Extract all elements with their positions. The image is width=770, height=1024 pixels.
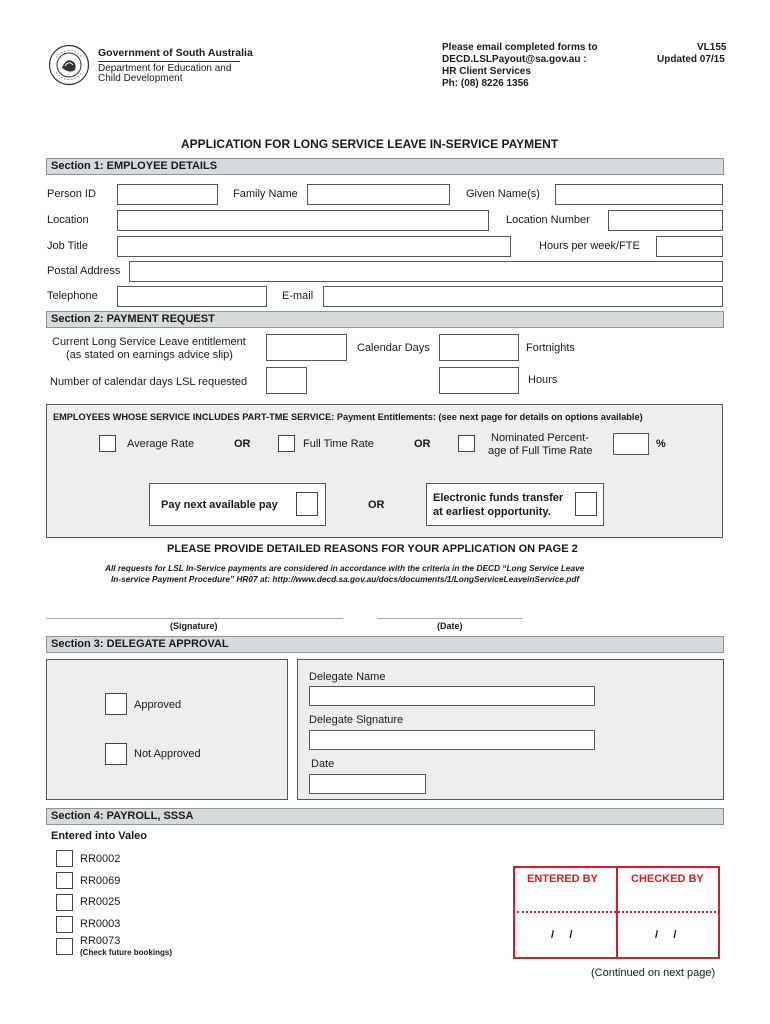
entitlement-fortnights-input[interactable] [439,334,519,361]
approved-label: Approved [134,699,182,711]
hours-label: Hours [528,374,558,386]
checked-by-date[interactable]: / / [655,929,677,941]
entitlement-label-line2: (as stated on earnings advice slip) [66,349,233,361]
delegate-name-label: Delegate Name [309,671,386,683]
email-line1: Please email completed forms to [442,42,598,53]
job-title-label: Job Title [47,240,88,252]
header-divider [98,61,240,62]
sa-government-logo [48,44,90,86]
parttime-panel [46,404,723,538]
email-address[interactable]: DECD.LSLPayout@sa.gov.au : [442,54,587,65]
dept-line2: Child Development [98,73,183,84]
full-time-rate-label: Full Time Rate [303,438,374,450]
person-id-label: Person ID [47,188,96,200]
delegate-date-input[interactable] [309,774,426,794]
pay-next-label: Pay next available pay [161,499,278,511]
location-number-label: Location Number [506,214,590,226]
hours-fte-input[interactable] [656,236,723,257]
not-approved-label: Not Approved [134,748,201,760]
or-label-2: OR [414,438,431,450]
days-requested-input[interactable] [266,367,307,394]
pay-next-checkbox[interactable] [296,492,318,516]
hours-fte-label: Hours per week/FTE [539,240,640,252]
family-name-label: Family Name [233,188,298,200]
full-time-rate-checkbox[interactable] [278,435,295,452]
nominated-line1: Nominated Percent- [491,432,589,444]
fortnights-label: Fortnights [526,342,575,354]
approved-checkbox[interactable] [105,693,127,715]
date-line[interactable] [378,618,523,619]
checked-by-label: CHECKED BY [631,873,704,885]
criteria-note-line2[interactable]: In-service Payment Procedure” HR07 at: http://www.decd.sa.gov.au/docs/documents/1/LongServiceLeaveinService.pdf [111,574,580,584]
dept-line1: Department for Education and [98,63,232,74]
not-approved-checkbox[interactable] [105,743,127,765]
rr0003-label: RR0003 [80,918,121,930]
parttime-heading: EMPLOYEES WHOSE SERVICE INCLUDES PART-TME SERVICE: Payment Entitlements: (see next page for details on options available) [53,412,643,422]
delegate-signature-label: Delegate Signature [309,714,404,726]
rr0025-checkbox[interactable] [56,894,73,911]
section4-header: Section 4: PAYROLL, SSSA [46,808,724,825]
nominated-percent-checkbox[interactable] [458,435,475,452]
gov-name: Government of South Australia [98,47,253,59]
entitlement-days-input[interactable] [266,334,347,361]
entered-by-label: ENTERED BY [527,873,598,885]
email-line3: HR Client Services [442,66,531,77]
nominated-percent-input[interactable] [613,433,649,455]
rr0069-checkbox[interactable] [56,872,73,889]
postal-address-label: Postal Address [47,265,121,277]
location-number-input[interactable] [608,210,723,231]
average-rate-checkbox[interactable] [99,435,116,452]
nominated-line2: age of Full Time Rate [488,445,593,457]
delegate-signature-input[interactable] [309,730,595,750]
average-rate-label: Average Rate [127,438,195,450]
or-label-3: OR [368,499,385,511]
stamp-dotted-line [517,911,716,913]
location-label: Location [47,214,89,226]
form-updated: Updated 07/15 [657,54,725,65]
days-requested-label: Number of calendar days LSL requested [50,376,248,388]
rr0069-label: RR0069 [80,875,121,887]
rr0002-checkbox[interactable] [56,850,73,867]
rr0003-checkbox[interactable] [56,916,73,933]
entered-by-date[interactable]: / / [551,929,573,941]
entered-into-valeo: Entered into Valeo [51,830,147,842]
section1-header: Section 1: EMPLOYEE DETAILS [46,158,724,175]
telephone-input[interactable] [117,286,267,307]
delegate-date-label: Date [311,758,335,770]
or-label-1: OR [234,438,251,450]
reasons-notice: PLEASE PROVIDE DETAILED REASONS FOR YOUR APPLICATION ON PAGE 2 [167,543,578,555]
eft-label-line2: at earliest opportunity. [433,506,551,518]
percent-sign: % [656,438,666,450]
email-phone: Ph: (08) 8226 1356 [442,78,529,89]
rr0002-label: RR0002 [80,853,121,865]
check-future-bookings: (Check future bookings) [80,948,173,957]
email-label: E-mail [282,290,314,302]
entitlement-label-line1: Current Long Service Leave entitlement [52,336,246,348]
date-caption: (Date) [437,621,463,631]
delegate-name-input[interactable] [309,686,595,706]
calendar-days-label: Calendar Days [357,342,430,354]
rr0073-label: RR0073 [80,935,121,947]
postal-address-input[interactable] [129,261,723,282]
page-title: APPLICATION FOR LONG SERVICE LEAVE IN-SERVICE PAYMENT [181,137,559,151]
continued-note: (Continued on next page) [591,967,716,979]
eft-label-line1: Electronic funds transfer [433,492,564,504]
job-title-input[interactable] [117,236,511,257]
person-id-input[interactable] [117,184,218,205]
eft-checkbox[interactable] [575,492,597,516]
location-input[interactable] [117,210,489,231]
hours-requested-input[interactable] [439,367,519,394]
section3-header: Section 3: DELEGATE APPROVAL [46,636,724,653]
rr0025-label: RR0025 [80,896,121,908]
family-name-input[interactable] [307,184,450,205]
form-code: VL155 [697,42,727,53]
approval-panel [46,659,288,800]
rr0073-checkbox[interactable] [56,938,73,955]
telephone-label: Telephone [47,290,98,302]
given-names-input[interactable] [555,184,723,205]
signature-caption: (Signature) [170,621,218,631]
criteria-note-line1: All requests for LSL In-Service payments are considered in accordance with the criteria in the DECD “Long Service Leave [105,563,585,573]
signature-line[interactable] [46,618,343,619]
section2-header: Section 2: PAYMENT REQUEST [46,311,724,328]
email-input[interactable] [323,286,723,307]
given-names-label: Given Name(s) [466,188,540,200]
